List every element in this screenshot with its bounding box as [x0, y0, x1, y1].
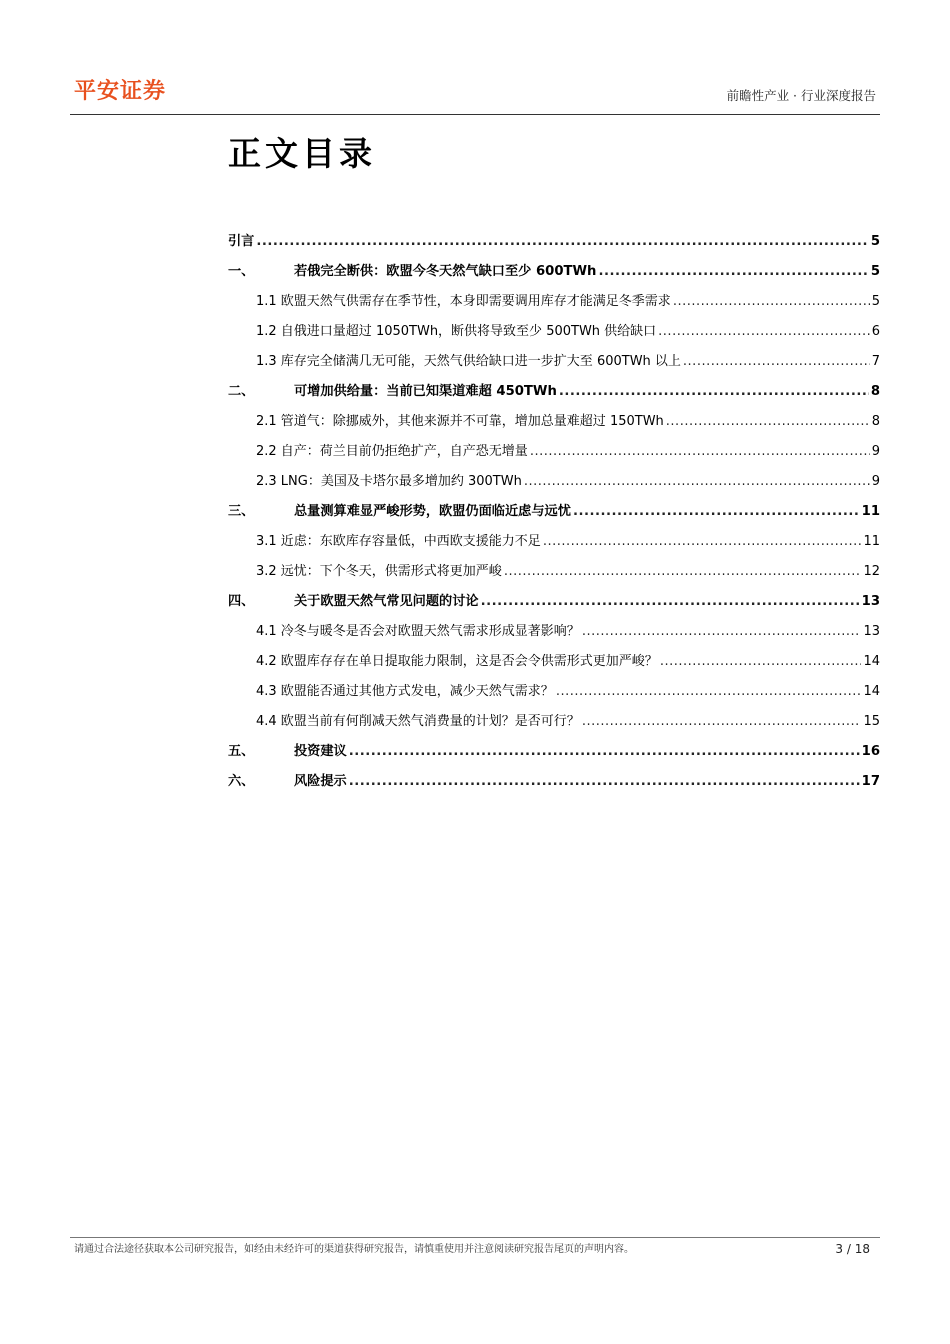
toc-entry-number: 六、 — [228, 774, 255, 789]
toc-entry-page: 5 — [870, 234, 880, 249]
toc-dot-leader — [530, 440, 870, 464]
toc-entry[interactable] — [228, 530, 880, 560]
toc-dot-leader — [349, 740, 860, 764]
toc-entry-title: 可增加供给量：当前已知渠道难超 450TWh — [294, 384, 557, 399]
toc-entry-page: 12 — [863, 564, 880, 579]
toc-entry-page: 7 — [871, 354, 880, 369]
toc-entry-title: 1.3 库存完全储满几无可能，天然气供给缺口进一步扩大至 600TWh 以上 — [256, 354, 681, 369]
toc-entry-title: 1.2 自俄进口量超过 1050TWh，断供将导致至少 500TWh 供给缺口 — [256, 324, 657, 339]
toc-dot-leader — [349, 770, 860, 794]
toc-entry[interactable] — [228, 500, 880, 530]
toc-dot-leader — [660, 650, 862, 674]
toc-dot-leader — [481, 590, 860, 614]
toc-entry-title: 若俄完全断供：欧盟今冬天然气缺口至少 600TWh — [294, 264, 597, 279]
toc-dot-leader — [683, 350, 870, 374]
footer-disclaimer: 请通过合法途径获取本公司研究报告，如经由未经许可的渠道获得研究报告，请慎重使用并注意阅读研究报告尾页的声明内容。 — [74, 1244, 634, 1255]
toc-dot-leader — [556, 680, 862, 704]
toc-dot-leader — [582, 620, 862, 644]
toc-dot-leader — [524, 470, 870, 494]
toc-entry-title: 引言 — [228, 234, 255, 249]
toc-dot-leader — [598, 260, 868, 284]
toc-entry-page: 8 — [871, 414, 880, 429]
toc-entry-title: 关于欧盟天然气常见问题的讨论 — [294, 594, 479, 609]
toc-entry-title: 投资建议 — [294, 744, 347, 759]
toc-entry[interactable] — [228, 770, 880, 800]
table-of-contents — [228, 230, 880, 800]
toc-entry-number: 一、 — [228, 264, 255, 279]
toc-entry-number: 四、 — [228, 594, 255, 609]
brand-logo: 平安证券 — [74, 79, 167, 104]
toc-entry-page: 8 — [870, 384, 880, 399]
toc-entry-title: 3.2 远忧：下个冬天，供需形式将更加严峻 — [256, 564, 502, 579]
toc-entry-page: 11 — [861, 504, 880, 519]
toc-entry-page: 9 — [871, 444, 880, 459]
toc-entry-page: 17 — [861, 774, 880, 789]
toc-entry-number: 二、 — [228, 384, 255, 399]
toc-entry-page: 14 — [863, 654, 880, 669]
toc-entry[interactable] — [228, 350, 880, 380]
toc-entry-title: 1.1 欧盟天然气供需存在季节性，本身即需要调用库存才能满足冬季需求 — [256, 294, 671, 309]
toc-entry[interactable] — [228, 470, 880, 500]
toc-entry[interactable] — [228, 740, 880, 770]
toc-entry-title: 4.4 欧盟当前有何削减天然气消费量的计划？是否可行？ — [256, 714, 580, 729]
toc-dot-leader — [559, 380, 869, 404]
toc-entry-title: 4.1 冷冬与暖冬是否会对欧盟天然气需求形成显著影响？ — [256, 624, 580, 639]
header-divider — [70, 114, 880, 115]
toc-dot-leader — [573, 500, 860, 524]
toc-dot-leader — [256, 230, 868, 254]
toc-dot-leader — [504, 560, 862, 584]
toc-entry-title: 总量测算难显严峻形势，欧盟仍面临近虑与远忧 — [294, 504, 571, 519]
page-title: 正文目录 — [228, 134, 376, 173]
toc-entry[interactable] — [228, 380, 880, 410]
toc-entry-title: 2.1 管道气：除挪威外，其他来源并不可靠，增加总量难超过 150TWh — [256, 414, 664, 429]
toc-entry[interactable] — [228, 410, 880, 440]
toc-entry-title: 3.1 近虑：东欧库存容量低，中西欧支援能力不足 — [256, 534, 541, 549]
toc-entry-title: 2.2 自产：荷兰目前仍拒绝扩产，自产恐无增量 — [256, 444, 528, 459]
page-number: 3 / 18 — [835, 1242, 870, 1256]
toc-entry-page: 13 — [863, 624, 880, 639]
toc-entry[interactable] — [228, 440, 880, 470]
toc-entry-page: 5 — [870, 264, 880, 279]
toc-entry[interactable] — [228, 590, 880, 620]
toc-entry-page: 11 — [863, 534, 880, 549]
toc-entry-page: 6 — [871, 324, 880, 339]
toc-entry-page: 15 — [863, 714, 880, 729]
toc-entry[interactable] — [228, 620, 880, 650]
toc-entry[interactable] — [228, 290, 880, 320]
toc-entry[interactable] — [228, 260, 880, 290]
toc-entry-title: 4.2 欧盟库存存在单日提取能力限制，这是否会令供需形式更加严峻？ — [256, 654, 658, 669]
toc-entry-title: 2.3 LNG：美国及卡塔尔最多增加约 300TWh — [256, 474, 522, 489]
toc-entry[interactable] — [228, 560, 880, 590]
toc-entry-page: 13 — [861, 594, 880, 609]
toc-dot-leader — [543, 530, 862, 554]
toc-entry-title: 4.3 欧盟能否通过其他方式发电，减少天然气需求？ — [256, 684, 554, 699]
footer-divider — [70, 1237, 880, 1238]
toc-entry-page: 5 — [871, 294, 880, 309]
toc-entry[interactable] — [228, 710, 880, 740]
toc-dot-leader — [658, 320, 870, 344]
toc-entry[interactable] — [228, 650, 880, 680]
report-category: 前瞻性产业 · 行业深度报告 — [726, 88, 876, 103]
toc-entry-page: 9 — [871, 474, 880, 489]
toc-dot-leader — [666, 410, 870, 434]
toc-entry[interactable] — [228, 320, 880, 350]
toc-dot-leader — [582, 710, 862, 734]
toc-dot-leader — [673, 290, 870, 314]
toc-entry-number: 五、 — [228, 744, 255, 759]
toc-entry-page: 16 — [861, 744, 880, 759]
toc-entry[interactable] — [228, 230, 880, 260]
toc-entry-number: 三、 — [228, 504, 255, 519]
toc-entry-page: 14 — [863, 684, 880, 699]
toc-entry-title: 风险提示 — [294, 774, 347, 789]
toc-entry[interactable] — [228, 680, 880, 710]
